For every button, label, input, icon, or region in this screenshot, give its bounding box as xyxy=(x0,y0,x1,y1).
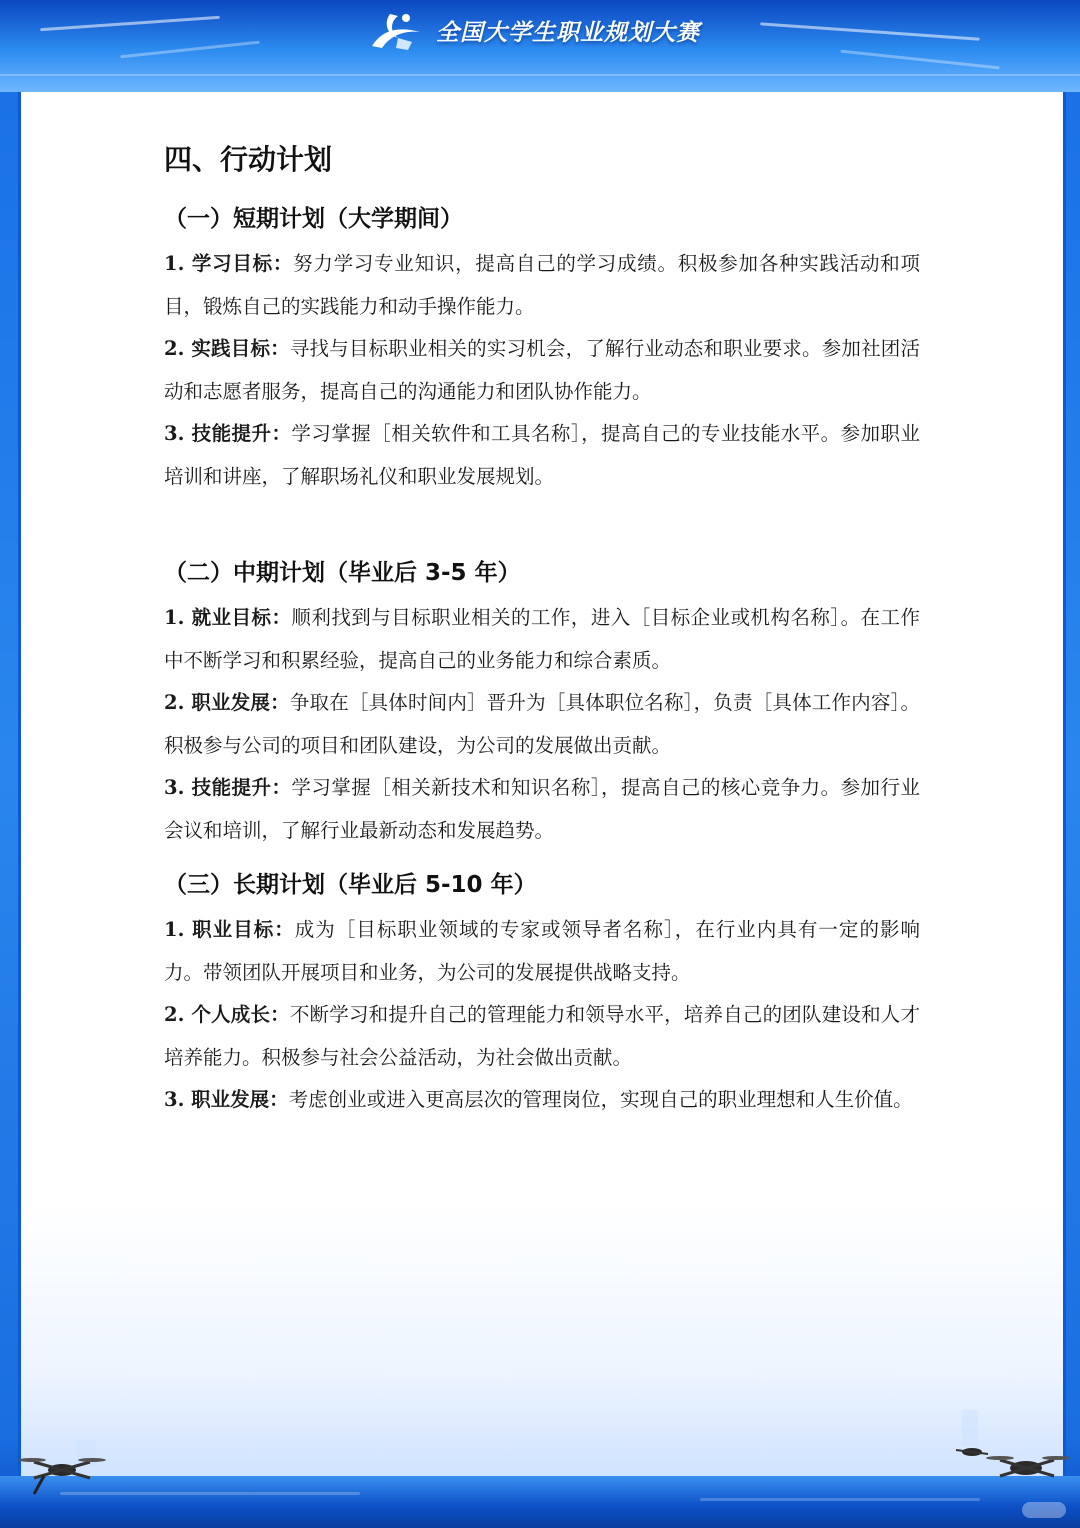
plan-item xyxy=(164,597,920,682)
item-text: 考虑创业或进入更高层次的管理岗位，实现自己的职业理想和人生价值。 xyxy=(288,1088,913,1111)
item-label: 1. 就业目标： xyxy=(164,606,292,629)
plan-item xyxy=(164,909,920,994)
item-text: 学习掌握［相关软件和工具名称］，提高自己的专业技能水平。参加职业培训和讲座，了解职场礼仪和职业发展规划。 xyxy=(164,422,920,488)
plan-item xyxy=(164,413,920,498)
section-title: 四、行动计划 xyxy=(164,143,333,176)
item-text: 成为［目标职业领域的专家或领导者名称］，在行业内具有一定的影响力。带领团队开展项目和业务，为公司的发展提供战略支持。 xyxy=(164,918,920,984)
item-label: 2. 职业发展： xyxy=(164,691,290,714)
plan-item xyxy=(164,1079,920,1122)
plan-item xyxy=(164,994,920,1079)
item-text: 寻找与目标职业相关的实习机会，了解行业动态和职业要求。参加社团活动和志愿者服务，提高自己的沟通能力和团队协作能力。 xyxy=(164,337,920,403)
item-label: 3. 职业发展： xyxy=(164,1088,289,1111)
item-text: 顺利找到与目标职业相关的工作，进入［目标企业或机构名称］。在工作中不断学习和积累经验，提高自己的业务能力和综合素质。 xyxy=(164,606,920,672)
header-banner xyxy=(0,0,1080,92)
item-text: 学习掌握［相关新技术和知识名称］，提高自己的核心竞争力。参加行业会议和培训，了解行业最新动态和发展趋势。 xyxy=(164,776,920,842)
header-title: 全国大学生职业规划大赛 xyxy=(436,20,700,46)
plan-heading-long: （三）长期计划（毕业后 5-10 年） xyxy=(164,872,537,898)
plan-heading-short: （一）短期计划（大学期间） xyxy=(164,206,463,232)
plan-item xyxy=(164,243,920,328)
competition-logo-icon xyxy=(368,8,424,54)
item-text: 争取在［具体时间内］晋升为［具体职位名称］，负责［具体工作内容］。积极参与公司的项目和团队建设，为公司的发展做出贡献。 xyxy=(164,691,920,757)
drone-icon xyxy=(14,1440,110,1496)
plan-item xyxy=(164,682,920,767)
item-label: 2. 个人成长： xyxy=(164,1003,290,1026)
plan-item xyxy=(164,328,920,413)
drone-icon xyxy=(950,1410,1070,1490)
item-label: 2. 实践目标： xyxy=(164,337,290,360)
item-label: 3. 技能提升： xyxy=(164,776,292,799)
item-text: 努力学习专业知识，提高自己的学习成绩。积极参加各种实践活动和项目，锻炼自己的实践能力和动手操作能力。 xyxy=(164,252,920,318)
plan-item xyxy=(164,767,920,852)
item-label: 1. 学习目标： xyxy=(164,252,294,275)
item-label: 3. 技能提升： xyxy=(164,422,292,445)
watermark xyxy=(1022,1502,1066,1518)
item-text: 不断学习和提升自己的管理能力和领导水平，培养自己的团队建设和人才培养能力。积极参与社会公益活动，为社会做出贡献。 xyxy=(164,1003,920,1069)
item-label: 1. 职业目标： xyxy=(164,918,295,941)
footer-banner xyxy=(0,1476,1080,1528)
plan-heading-mid: （二）中期计划（毕业后 3-5 年） xyxy=(164,560,521,586)
